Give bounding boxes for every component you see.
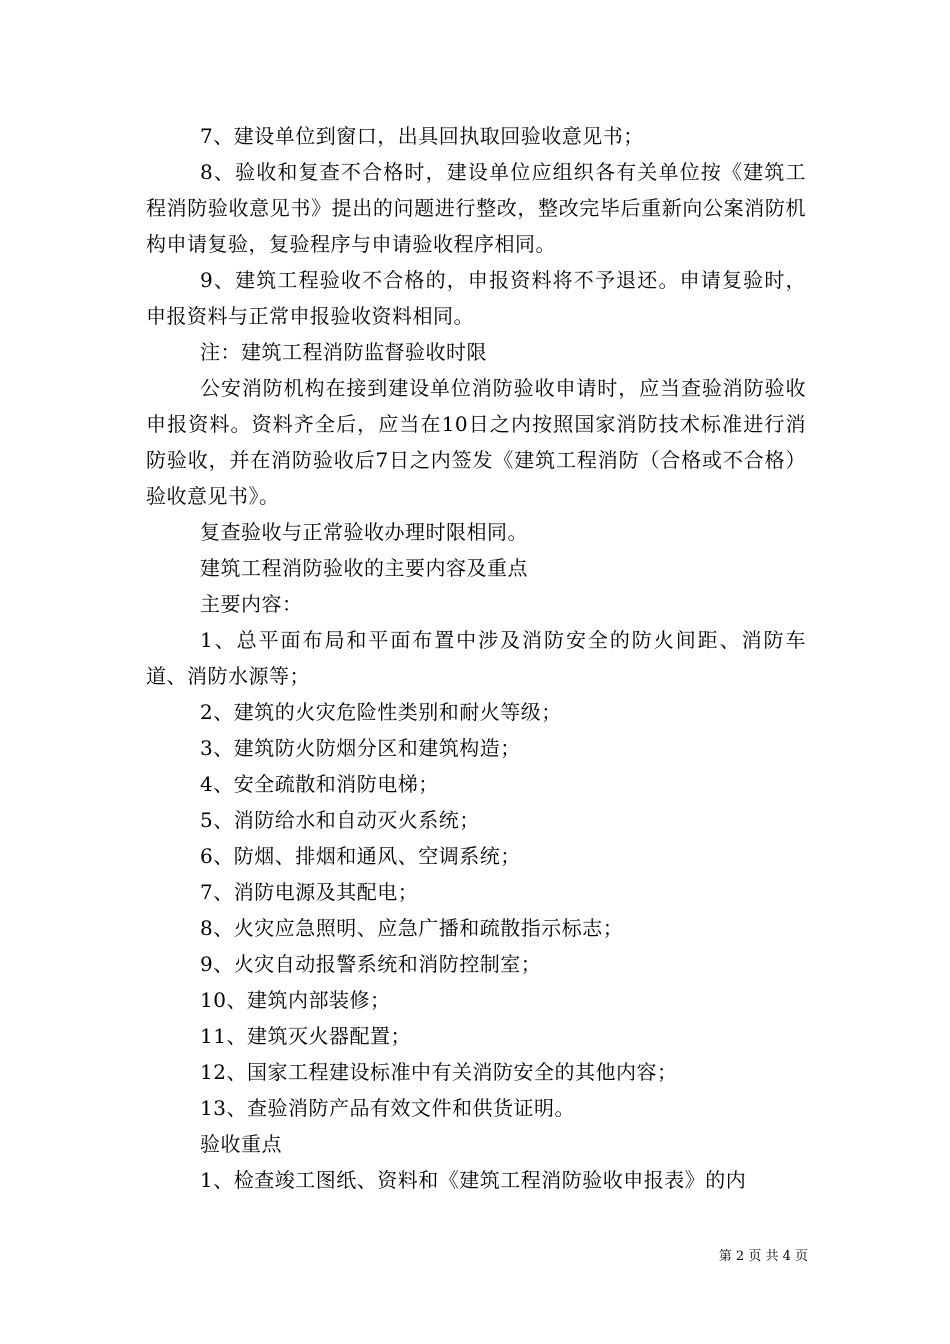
note-heading: 注：建筑工程消防监督验收时限 xyxy=(200,340,487,364)
paragraph: 7、建设单位到窗口，出具回执取回验收意见书； xyxy=(200,124,644,148)
list-item: 2、建筑的火灾危险性类别和耐火等级； xyxy=(200,700,562,724)
list-item: 3、建筑防火防烟分区和建筑构造； xyxy=(200,736,521,760)
list-item: 4、安全疏散和消防电梯； xyxy=(200,772,439,796)
body-text xyxy=(146,118,806,1198)
paragraph: 公安消防机构在接到建设单位消防验收申请时，应当查验消防验收申报资料。资料齐全后，应当在10日之内按照国家消防技术标准进行消防验收，并在消防验收后7日之内签发《建筑工程消防（合格或不合格）验收意见书》。 xyxy=(146,376,806,508)
list-item: 1、检查竣工图纸、资料和《建筑工程消防验收申报表》的内 xyxy=(200,1168,747,1192)
list-item: 7、消防电源及其配电； xyxy=(200,880,419,904)
subsection-heading: 验收重点 xyxy=(200,1132,282,1156)
list-item: 8、火灾应急照明、应急广播和疏散指示标志； xyxy=(200,916,624,940)
list-item: 5、消防给水和自动灭火系统； xyxy=(200,808,480,832)
section-heading: 建筑工程消防验收的主要内容及重点 xyxy=(200,556,528,580)
subsection-heading: 主要内容： xyxy=(200,592,303,616)
paragraph: 9、建筑工程验收不合格的，申报资料将不予退还。申请复验时，申报资料与正常申报验收资料相同。 xyxy=(146,268,806,328)
list-item: 12、国家工程建设标准中有关消防安全的其他内容； xyxy=(200,1060,678,1084)
list-item: 13、查验消防产品有效文件和供货证明。 xyxy=(200,1096,575,1120)
paragraph: 复查验收与正常验收办理时限相同。 xyxy=(200,520,528,544)
page-number: 第 2 页 共 4 页 xyxy=(718,1249,808,1264)
list-item: 6、防烟、排烟和通风、空调系统； xyxy=(200,844,521,868)
paragraph: 8、验收和复查不合格时，建设单位应组织各有关单位按《建筑工程消防验收意见书》提出的问题进行整改，整改完毕后重新向公案消防机构申请复验，复验程序与申请验收程序相同。 xyxy=(146,160,806,256)
list-item: 9、火灾自动报警系统和消防控制室； xyxy=(200,952,542,976)
list-item: 10、建筑内部装修； xyxy=(200,988,391,1012)
list-item: 1、总平面布局和平面布置中涉及消防安全的防火间距、消防车道、消防水源等； xyxy=(146,628,806,688)
list-item: 11、建筑灭火器配置； xyxy=(200,1024,411,1048)
